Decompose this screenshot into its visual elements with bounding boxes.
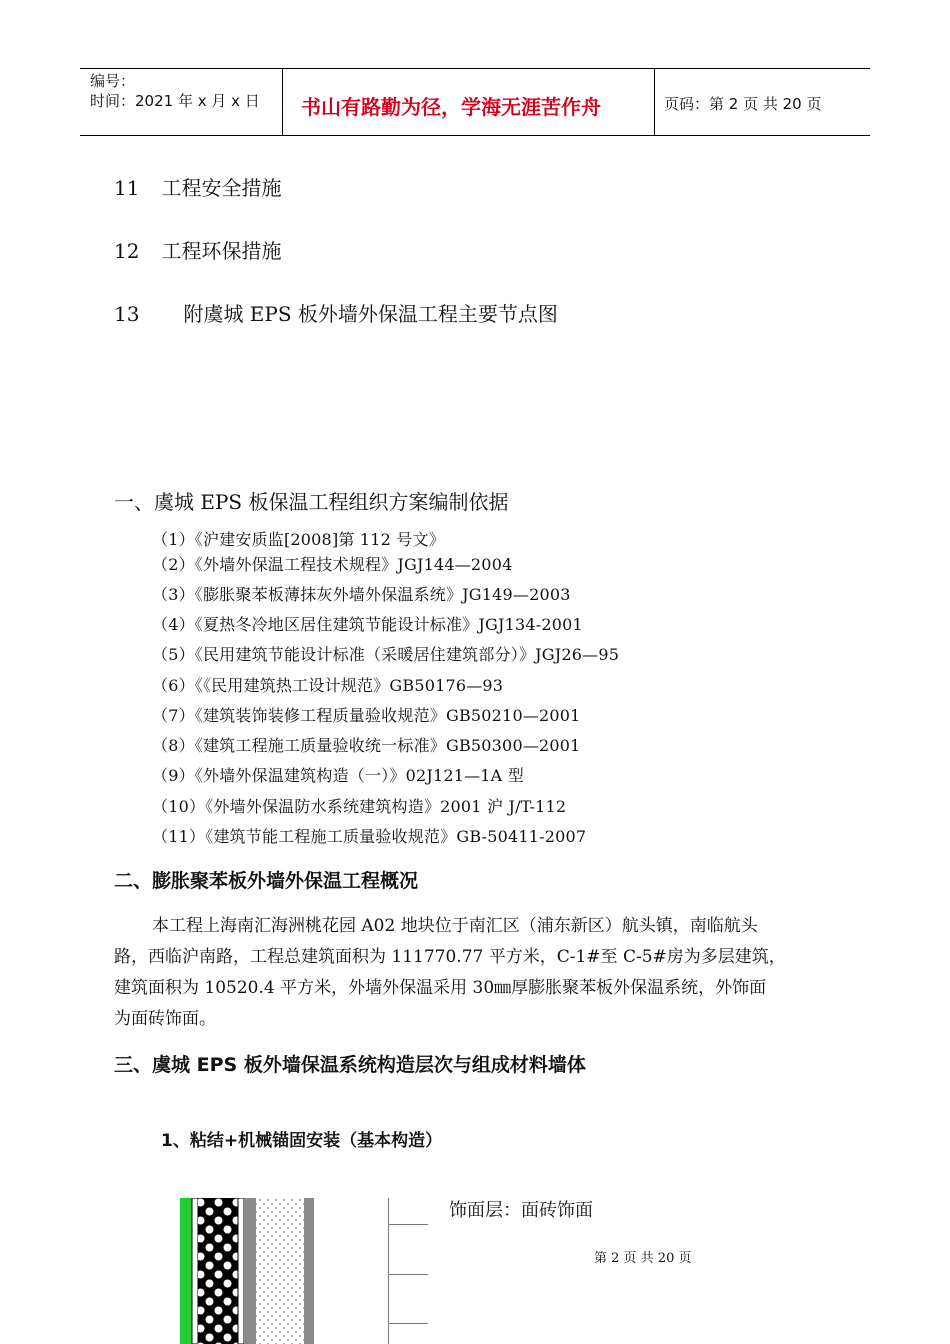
leader-line <box>388 1323 428 1324</box>
paragraph-line: 本工程上海南汇海洲桃花园 A02 地块位于南汇区（浦东新区）航头镇，南临航头 <box>152 916 758 936</box>
grey-layer-outer <box>304 1198 314 1344</box>
toc-title: 附虞城 EPS 板外墙外保温工程主要节点图 <box>183 302 558 326</box>
toc-title: 工程安全措施 <box>161 176 282 200</box>
leader-line <box>388 1224 428 1225</box>
section2-heading: 二、膨胀聚苯板外墙外保温工程概况 <box>114 870 419 892</box>
toc-item-13 <box>114 298 558 327</box>
toc-item-11 <box>114 172 281 201</box>
leader-line <box>388 1274 428 1275</box>
paragraph-line: 建筑面积为 10520.4 平方米，外墙外保温采用 30㎜厚膨胀聚苯板外保温系统，外饰面 <box>114 978 767 998</box>
grey-layer <box>244 1198 256 1344</box>
toc-item-12 <box>114 235 281 264</box>
thin-white-layer <box>192 1198 198 1344</box>
section3-heading: 三、虞城 EPS 板外墙保温系统构造层次与组成材料墙体 <box>114 1054 586 1076</box>
reference-item: （3）《膨胀聚苯板薄抹灰外墙外保温系统》JG149—2003 <box>152 585 571 604</box>
reference-item: （10）《外墙外保温防水系统建筑构造》2001 沪 J/T-112 <box>152 797 567 816</box>
toc-title: 工程环保措施 <box>161 239 282 263</box>
header-number: 编号： <box>90 72 136 90</box>
reference-item: （5）《民用建筑节能设计标准（采暖居住建筑部分）》JGJ26—95 <box>152 645 620 664</box>
header-time: 时间：2021 年 x 月 x 日 <box>90 92 260 110</box>
dotted-layer <box>256 1198 304 1344</box>
reference-item: （2）《外墙外保温工程技术规程》JGJ144—2004 <box>152 555 513 574</box>
header-motto: 书山有路勤为径，学海无涯苦作舟 <box>301 95 601 119</box>
reference-item: （9）《外墙外保温建筑构造（一）》02J121—1A 型 <box>152 766 524 785</box>
header-bottom-rule <box>80 135 870 136</box>
footer-page-number: 第 2 页 共 20 页 <box>594 1251 692 1266</box>
reference-item: （8）《建筑工程施工质量验收统一标准》GB50300—2001 <box>152 736 581 755</box>
reference-item: （7）《建筑装饰装修工程质量验收规范》GB50210—2001 <box>152 706 581 725</box>
paragraph-line: 路，西临沪南路，工程总建筑面积为 111770.77 平方米，C-1#至 C-5#房为多层建筑， <box>114 947 786 967</box>
header-top-rule <box>80 68 870 69</box>
reference-item: （4）《夏热冬冷地区居住建筑节能设计标准》JGJ134-2001 <box>152 615 583 634</box>
header-divider-right <box>654 68 655 136</box>
header-page: 页码：第 2 页 共 20 页 <box>664 95 822 113</box>
toc-number: 11 <box>114 176 140 200</box>
section1-heading: 一、虞城 EPS 板保温工程组织方案编制依据 <box>114 490 509 514</box>
green-layer <box>180 1198 192 1344</box>
toc-number: 13 <box>114 302 140 326</box>
wall-layer-diagram <box>178 1198 318 1344</box>
checker-layer <box>198 1198 238 1344</box>
paragraph-line: 为面砖饰面。 <box>114 1009 216 1029</box>
thin-white-layer-2 <box>238 1198 244 1344</box>
reference-item: （6）《《民用建筑热工设计规范》GB50176—93 <box>152 676 504 695</box>
reference-item: （1）《沪建安质监[2008]第 112 号文》 <box>152 530 445 549</box>
layer-label-facing: 饰面层：面砖饰面 <box>449 1200 593 1221</box>
header-divider-left <box>282 68 283 136</box>
toc-number: 12 <box>114 239 140 263</box>
reference-item: （11）《建筑节能工程施工质量验收规范》GB-50411-2007 <box>152 827 587 846</box>
section3-subheading: 1、粘结+机械锚固安装（基本构造） <box>161 1131 443 1151</box>
